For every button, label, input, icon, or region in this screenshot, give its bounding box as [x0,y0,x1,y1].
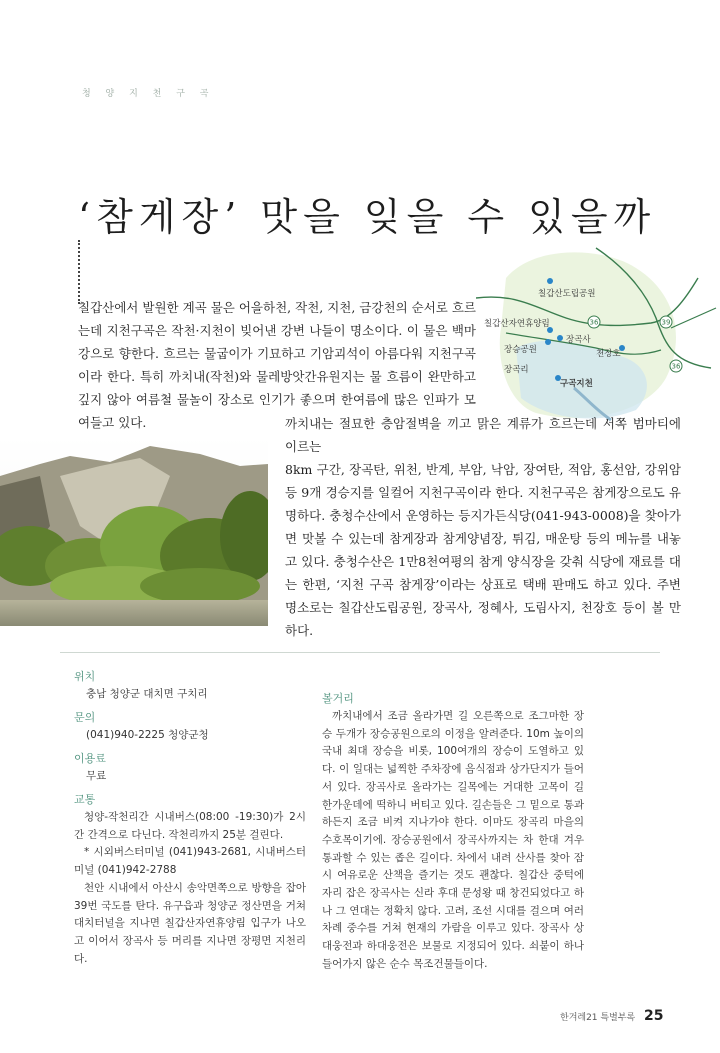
page-number: 25 [644,1008,664,1024]
section-divider [60,652,660,653]
info-transport-route: 천안 시내에서 아산시 송악면쪽으로 방향을 잡아 39번 국도를 탄다. 유구읍과 청양군 정산면을 거쳐 대치터널을 지나면 칠갑산자연휴양림 입구가 나오고 이어서 장곡사 등 머리를 지나면 장평면 지천리다. [74,881,306,965]
paragraph-detail-lead: 까치내는 절묘한 층암절벽을 끼고 맑은 계류가 흐르는데 서쪽 범마티에 이르는 [285,416,681,454]
info-heading-sights: 볼거리 [322,692,354,705]
map-label: 장곡리 [504,365,529,375]
map-label: 천장호 [596,349,621,359]
map-label: 칠갑산도립공원 [538,289,596,299]
location-map [476,238,720,428]
map-label: 칠갑산자연휴양림 [484,319,550,329]
info-right-column [322,690,584,974]
route-number: 36 [589,318,599,327]
map-dot [545,339,551,345]
map-label: 구곡지천 [560,379,593,389]
info-contact-value: (041)940-2225 청양군청 [86,729,209,741]
info-location-value: 충남 청양군 대치면 구치리 [86,688,208,700]
info-heading-fee: 이용료 [74,752,106,765]
cliff-river-photo [0,436,268,626]
info-fee-value: 무료 [86,770,107,782]
map-dot [547,278,553,284]
paragraph-detail [285,412,681,642]
page-footer [560,1008,664,1024]
info-transport-bus: 청양-작천리간 시내버스(08:00 -19:30)가 2시간 간격으로 다닌다. 작천리까지 25분 걸린다. [74,811,306,841]
map-dot [557,335,563,341]
info-heading-contact: 문의 [74,711,96,724]
dotted-rule [78,240,80,304]
map-label: 장승공원 [504,345,537,355]
page-title: ‘참게장’ 맛을 잊을 수 있을까 [78,195,657,239]
info-heading-transport: 교통 [74,793,96,806]
photo-water [0,600,268,626]
route-number: 36 [671,362,681,371]
paragraph-intro: 칠갑산에서 발원한 계곡 물은 어을하천, 작천, 지천, 금강천의 순서로 흐르는데 지천구곡은 작천·지천이 빚어낸 강변 나들이 명소이다. 이 물은 백마강으로 향한다. 흐르는 물굽이가 기묘하고 기암괴석이 아름다워 지천구곡이라 한다. 특히 까치내(작천)와 물레방앗간유원지는 물 흐름이 완만하고 깊지 않아 여름철 물놀이 장소로 인기가 좋으며 한여름에 많은 인파가 모여들고 있다. [78,300,476,430]
info-sights-text: 까치내에서 조금 올라가면 길 오른쪽으로 조그마한 장승 두개가 장승공원으로의 이정을 알려준다. 10m 높이의 국내 최대 장승을 비롯, 100여개의 장승이 도열하고 있다. 이 일대는 넓찍한 주차장에 음식점과 상가단지가 들어서 있다. 장곡사로 올라가는 길목에는 거대한 고목이 길 한가운데에 떡하니 버티고 있다. 길손들은 그 밑으로 통과하든지 조금 비켜 지나가야 한다. 이마도 장곡리 마을의 수호목이기에. 장승공원에서 장곡사까지는 차 한대 겨우 통과할 수 있는 좁은 길이다. 차에서 내려 산사를 찾아 잠시 여유로운 산책을 즐기는 것도 괜찮다. 칠갑산 중턱에 자리 잡은 장곡사는 신라 후대 문성왕 때 창건되었다고 하나 그 연대는 정확치 않다. 고려, 조선 시대를 걸으며 여러 차례 중수를 거쳐 현재의 가람을 이루고 있다. 장곡사 상대웅전과 하대웅전은 보물로 지정되어 있다. 쇠붙이 하나 들어가지 않은 순수 목조건물들이다. [322,710,584,970]
info-transport-terminal: * 시외버스터미널 (041)943-2681, 시내버스터미널 (041)942-2788 [74,846,306,877]
info-left-column [74,668,306,968]
section-label: 청 양 지 천 구 곡 [82,89,215,99]
paragraph-detail-body: 8km 구간, 장곡탄, 위천, 반계, 부암, 낙암, 장여탄, 적암, 홍선암, 강위암 등 9개 경승지를 일컬어 지천구곡이라 한다. 지천구곡은 참게장으로도 유명하다. 충청수산에서 운영하는 등지가든식당(041-943-0008)을 찾아가면 맛볼 수 있는데 참게장과 참게양념장, 튀김, 매운탕 등의 메뉴를 내놓고 있다. 충청수산은 1만8천여평의 참게 양식장을 갖춰 식당에 재료를 대는 한편, ‘지천 구곡 참게장’이라는 상표로 택배 판매도 하고 있다. 주변 명소로는 칠갑산도립공원, 장곡사, 정혜사, 도림사지, 천장호 등이 볼 만하다. [285,462,681,638]
info-heading-location: 위치 [74,670,96,683]
map-road-east [671,308,716,328]
route-number: 39 [661,318,671,327]
publication-name: 한겨레21 특별부록 [560,1013,636,1023]
map-label: 장곡사 [566,335,591,345]
